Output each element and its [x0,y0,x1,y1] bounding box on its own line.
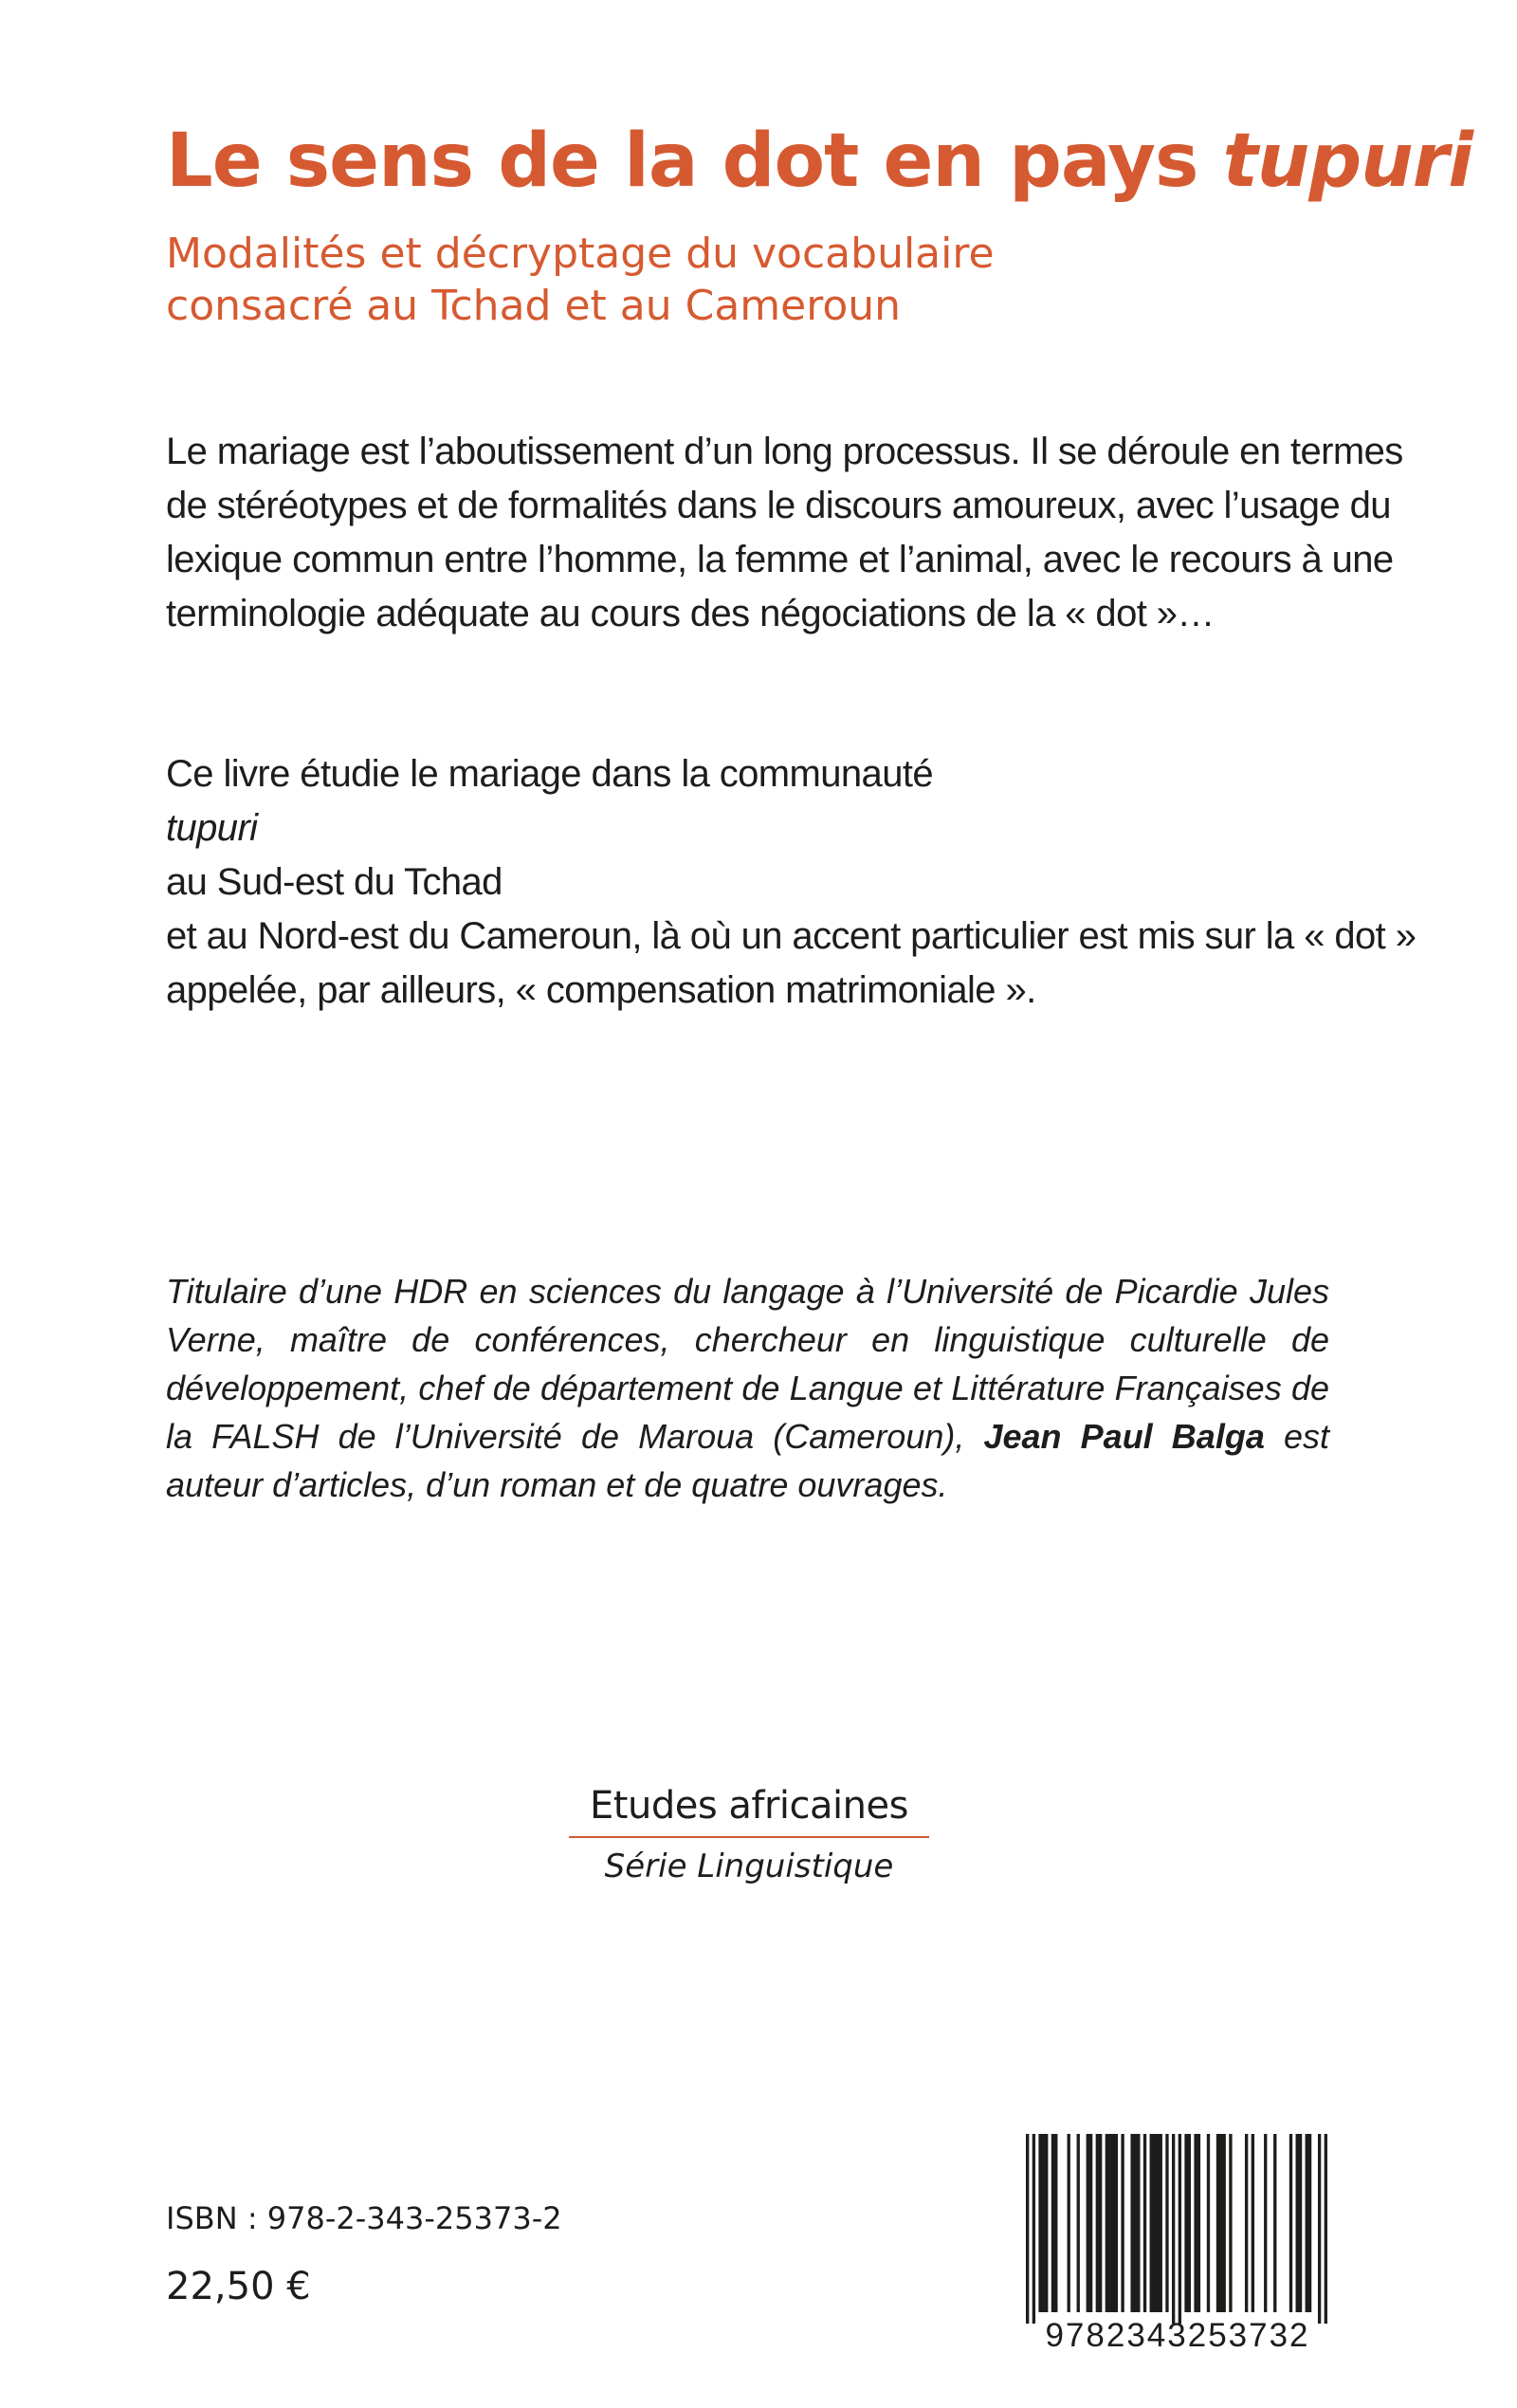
barcode-bar [1077,2134,1080,2312]
barcode-bar [1318,2134,1321,2324]
barcode-bar [1026,2134,1029,2324]
barcode-bar [1121,2134,1124,2312]
price-label: 22,50 € [166,2265,311,2308]
barcode-digits: 9782343253732 [1045,2317,1310,2354]
barcode-bar [1150,2134,1162,2312]
barcode-bar [1245,2134,1248,2312]
barcode-bar [1033,2134,1035,2324]
summary2-line-1-b: au Sud-est du Tchad [166,861,503,903]
book-subtitle [166,228,995,332]
barcode-bar [1087,2134,1093,2312]
series-subtitle: Série Linguistique [604,1847,894,1885]
barcode-bar [1143,2134,1146,2312]
summary1-line-3: lexique commun entre l’homme, la femme et l’animal, avec le recours à une [166,539,1394,580]
summary1-line-4: terminologie adéquate au cours des négociations de la « dot »… [166,593,1215,634]
book-title [166,121,1472,203]
series-block [569,1783,929,1886]
barcode-bar [1229,2134,1232,2312]
author-bio-part-2: est auteur d’articles, d’un roman et de quatre ouvrages. [166,1417,1329,1504]
subtitle-line-1: Modalités et décryptage du vocabulaire [166,230,995,278]
barcode-bar [1130,2134,1140,2312]
barcode-bar [1252,2134,1254,2312]
summary1-line-2: de stéréotypes et de formalités dans le discours amoureux, avec l’usage du [166,485,1391,526]
summary-paragraph-1 [166,425,1403,641]
barcode-bar [1216,2134,1226,2312]
summary2-line-1 [166,747,1346,910]
book-title-main: Le sens de la dot en pays [166,119,1223,204]
author-name: Jean Paul Balga [983,1417,1265,1456]
barcode-bar [1068,2134,1070,2312]
summary2-line-1-italic: tupuri [166,807,258,849]
barcode [1026,2134,1327,2367]
barcode-bar [1296,2134,1303,2312]
barcode-bar [1051,2134,1058,2312]
summary2-line-1-a: Ce livre étudie le mariage dans la communauté [166,753,933,795]
barcode-bars [1026,2134,1327,2324]
series-divider [569,1836,929,1838]
barcode-bar [1306,2134,1312,2312]
barcode-bar [1096,2134,1103,2312]
barcode-bar [1172,2134,1175,2324]
author-bio [166,1267,1329,1509]
barcode-bar [1038,2134,1048,2312]
barcode-bar [1179,2134,1181,2324]
subtitle-line-2: consacré au Tchad et au Cameroun [166,282,902,330]
barcode-bar [1106,2134,1118,2312]
author-bio-part-1: Titulaire d’une HDR en sciences du langage à l’Université de Picardie Jules Verne, maître de conférences, chercheur en linguistique culturelle de développement, chef de département de Langue et Littérature Françaises de la FALSH de l’Université de Maroua (Cameroun), [166,1272,1329,1456]
summary2-line-2: et au Nord-est du Cameroun, là où un accent particulier est mis sur la « dot » [166,915,1416,957]
isbn-label: ISBN : 978-2-343-25373-2 [166,2200,562,2236]
barcode-bar [1289,2134,1292,2312]
barcode-bar [1184,2134,1191,2312]
summary1-line-1: Le mariage est l’aboutissement d’un long processus. Il se déroule en termes [166,431,1403,472]
barcode-bar [1325,2134,1327,2324]
barcode-bar [1273,2134,1276,2312]
barcode-bar [1207,2134,1210,2312]
series-name: Etudes africaines [590,1784,908,1828]
summary2-line-3: appelée, par ailleurs, « compensation matrimoniale ». [166,969,1036,1011]
summary-paragraph-2 [166,747,1416,1018]
barcode-bar [1264,2134,1267,2312]
book-title-italic: tupuri [1222,119,1472,204]
barcode-bar [1165,2134,1168,2312]
barcode-bar [1194,2134,1200,2312]
